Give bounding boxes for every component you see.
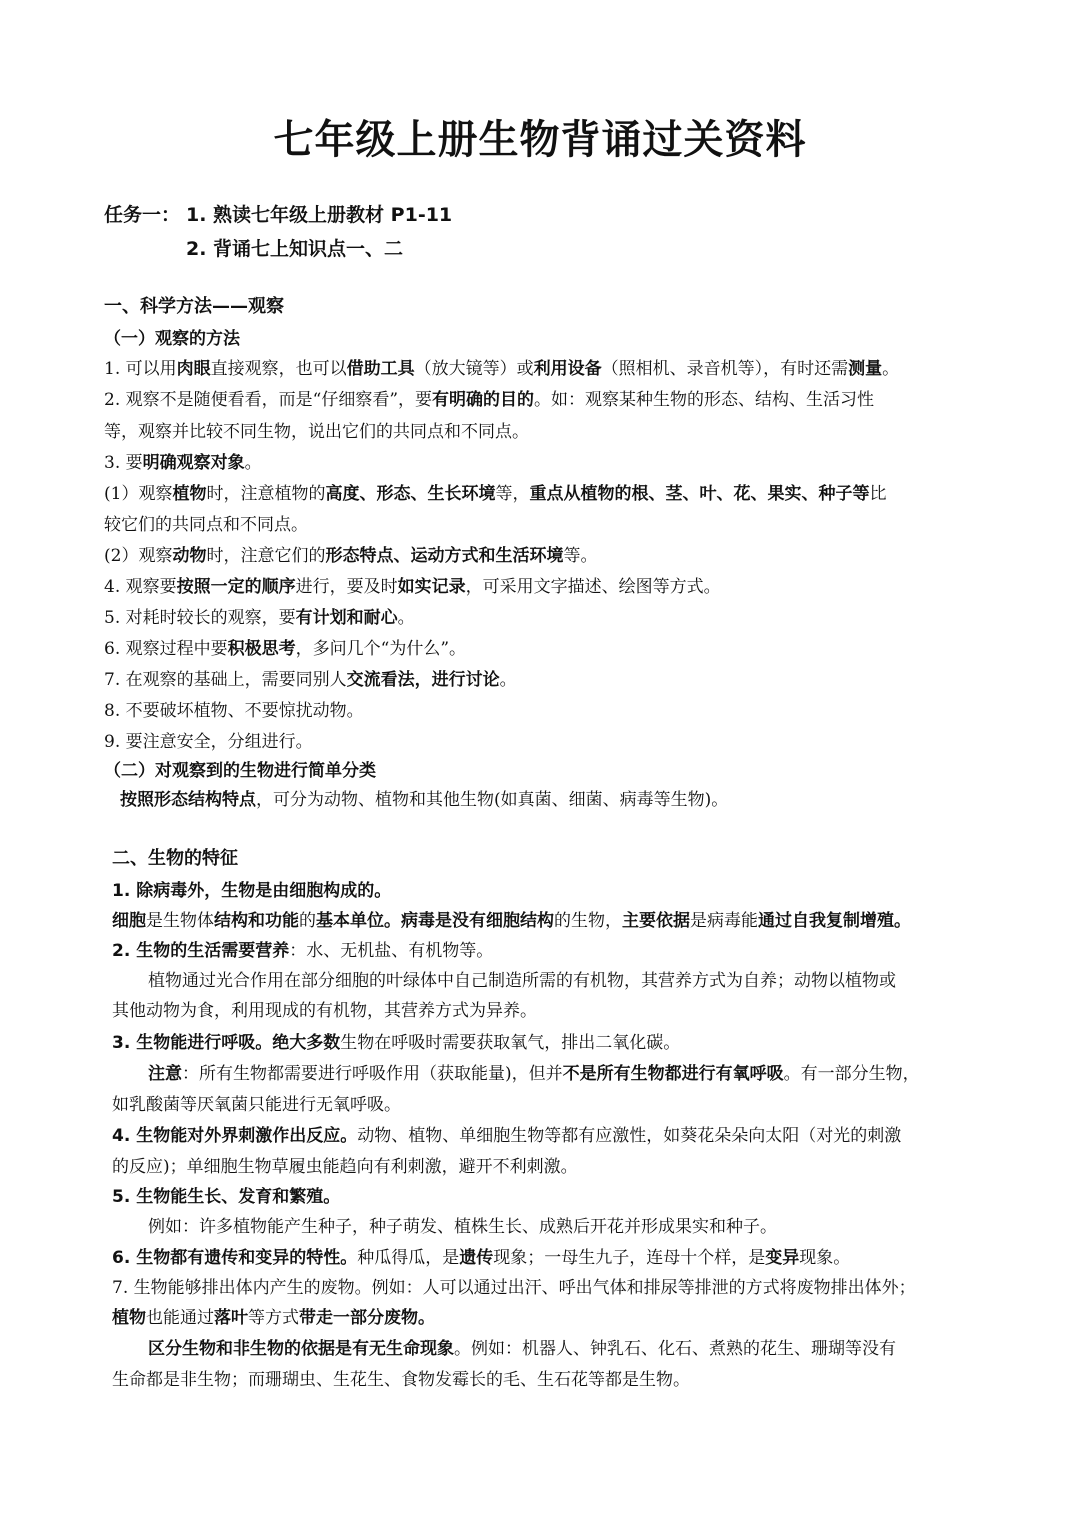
text-line: 等，观察并比较不同生物，说出它们的共同点和不同点。 [104, 422, 529, 442]
text-line: 7. 生物能够排出体内产生的废物。例如：人可以通过出汗、呼出气体和排尿等排泄的方式将废物排出体外； [112, 1278, 916, 1298]
section-heading-observation: 一、科学方法——观察 [104, 296, 284, 317]
subheading-observation-methods: （一）观察的方法 [104, 329, 240, 349]
text-line: 3. 要明确观察对象。 [104, 453, 262, 473]
task-item-1: 1. 熟读七年级上册教材 P1-11 [186, 204, 453, 226]
text-line: 5. 生物能生长、发育和繁殖。 [112, 1187, 341, 1207]
text-line: 4. 观察要按照一定的顺序进行，要及时如实记录，可采用文字描述、绘图等方式。 [104, 577, 721, 597]
task-label: 任务一： [104, 204, 181, 226]
page-title: 七年级上册生物背诵过关资料 [273, 117, 807, 163]
text-line: (2）观察动物时，注意它们的形态特点、运动方式和生活环境等。 [104, 546, 598, 566]
text-line: 7. 在观察的基础上，需要同别人交流看法，进行讨论。 [104, 670, 517, 690]
text-line: 1. 可以用肉眼直接观察，也可以借助工具（放大镜等）或利用设备（照相机、录音机等），有时还需测量。 [104, 359, 900, 379]
text-line: 的反应)；单细胞生物草履虫能趋向有利刺激，避开不利刺激。 [112, 1157, 578, 1177]
text-line: 如乳酸菌等厌氧菌只能进行无氧呼吸。 [112, 1095, 401, 1115]
text-line: 植物也能通过落叶等方式带走一部分废物。 [112, 1308, 435, 1328]
text-line: 按照形态结构特点，可分为动物、植物和其他生物(如真菌、细菌、病毒等生物)。 [120, 790, 729, 810]
text-line: 较它们的共同点和不同点。 [104, 515, 308, 535]
text-line: 植物通过光合作用在部分细胞的叶绿体中自己制造所需的有机物，其营养方式为自养；动物以植物或 [148, 971, 896, 991]
text-line: 1. 除病毒外，生物是由细胞构成的。 [112, 881, 392, 901]
task-item-2: 2. 背诵七上知识点一、二 [186, 238, 404, 260]
text-line: 2. 生物的生活需要营养：水、无机盐、有机物等。 [112, 941, 494, 961]
text-line: 区分生物和非生物的依据是有无生命现象。例如：机器人、钟乳石、化石、煮熟的花生、珊瑚等没有 [148, 1339, 896, 1359]
text-line: 8. 不要破坏植物、不要惊扰动物。 [104, 701, 364, 721]
text-line: 例如：许多植物能产生种子，种子萌发、植株生长、成熟后开花并形成果实和种子。 [148, 1217, 777, 1237]
text-line: 3. 生物能进行呼吸。绝大多数生物在呼吸时需要获取氧气，排出二氧化碳。 [112, 1033, 681, 1053]
text-line: 其他动物为食，利用现成的有机物，其营养方式为异养。 [112, 1001, 537, 1021]
text-line: 注意：所有生物都需要进行呼吸作用（获取能量)，但并不是所有生物都进行有氧呼吸。有一部分生物， [148, 1064, 920, 1084]
text-line: 2. 观察不是随便看看，而是“仔细察看”，要有明确的目的。如：观察某种生物的形态、结构、生活习性 [104, 390, 875, 410]
text-line: (1）观察植物时，注意植物的高度、形态、生长环境等，重点从植物的根、茎、叶、花、果实、种子等比 [104, 484, 887, 504]
text-line: 生命都是非生物；而珊瑚虫、生花生、食物发霉长的毛、生石花等都是生物。 [112, 1370, 690, 1390]
subheading-classification: （二）对观察到的生物进行简单分类 [104, 761, 376, 781]
text-line: 细胞是生物体结构和功能的基本单位。病毒是没有细胞结构的生物，主要依据是病毒能通过自我复制增殖。 [112, 911, 911, 931]
text-line: 5. 对耗时较长的观察，要有计划和耐心。 [104, 608, 415, 628]
text-line: 9. 要注意安全，分组进行。 [104, 732, 313, 752]
text-line: 6. 观察过程中要积极思考，多问几个“为什么”。 [104, 639, 467, 659]
text-line: 6. 生物都有遗传和变异的特性。种瓜得瓜，是遗传现象；一母生九子，连母十个样，是变异现象。 [112, 1248, 851, 1268]
text-line: 4. 生物能对外界刺激作出反应。动物、植物、单细胞生物等都有应激性，如葵花朵朵向太阳（对光的刺激 [112, 1126, 902, 1146]
section-heading-characteristics: 二、生物的特征 [112, 848, 238, 869]
